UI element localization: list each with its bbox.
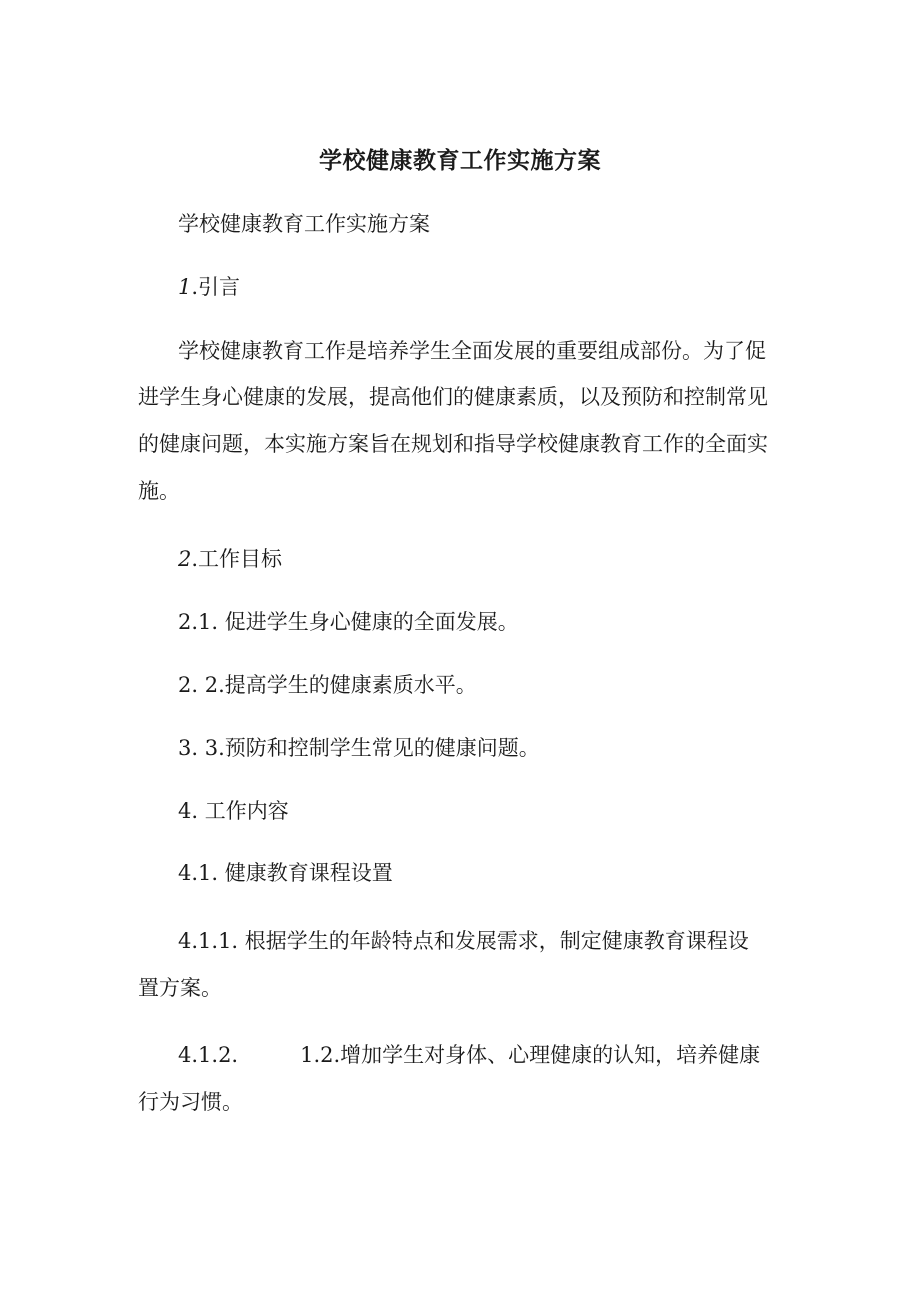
paragraph-line: 4.1.1. 根据学生的年龄特点和发展需求，制定健康教育课程设 (178, 929, 749, 953)
paragraph-line: 的健康问题，本实施方案旨在规划和指导学校健康教育工作的全面实 (138, 432, 768, 456)
paragraph-line: 施。 (138, 479, 180, 503)
item-number: 4.1.2. (178, 1043, 239, 1067)
section-heading-intro (178, 273, 240, 301)
subsection-heading: 4.1. 健康教育课程设置 (178, 861, 393, 885)
paragraph-line: 置方案。 (138, 976, 222, 1000)
section-heading-text: .工作目标 (191, 547, 283, 571)
paragraph-line: 进学生身心健康的发展，提高他们的健康素质，以及预防和控制常见 (138, 385, 768, 409)
paragraph-line-numbered (178, 1041, 760, 1069)
item-text: 1.2.增加学生对身体、心理健康的认知，培养健康 (300, 1043, 761, 1067)
list-item: 2.1. 促进学生身心健康的全面发展。 (178, 610, 519, 634)
document-subtitle: 学校健康教育工作实施方案 (178, 212, 430, 236)
paragraph-line: 学校健康教育工作是培养学生全面发展的重要组成部份。为了促 (178, 339, 766, 363)
list-item: 2. 2.提高学生的健康素质水平。 (178, 673, 477, 697)
section-heading-content: 4. 工作内容 (178, 799, 289, 823)
list-item: 3. 3.预防和控制学生常见的健康问题。 (178, 736, 540, 760)
document-title: 学校健康教育工作实施方案 (319, 148, 601, 174)
section-heading-text: .引言 (191, 275, 241, 299)
section-number: 2 (178, 547, 192, 571)
section-heading-goals (178, 545, 282, 573)
section-number: 1 (178, 275, 192, 299)
paragraph-line: 行为习惯。 (138, 1090, 243, 1114)
